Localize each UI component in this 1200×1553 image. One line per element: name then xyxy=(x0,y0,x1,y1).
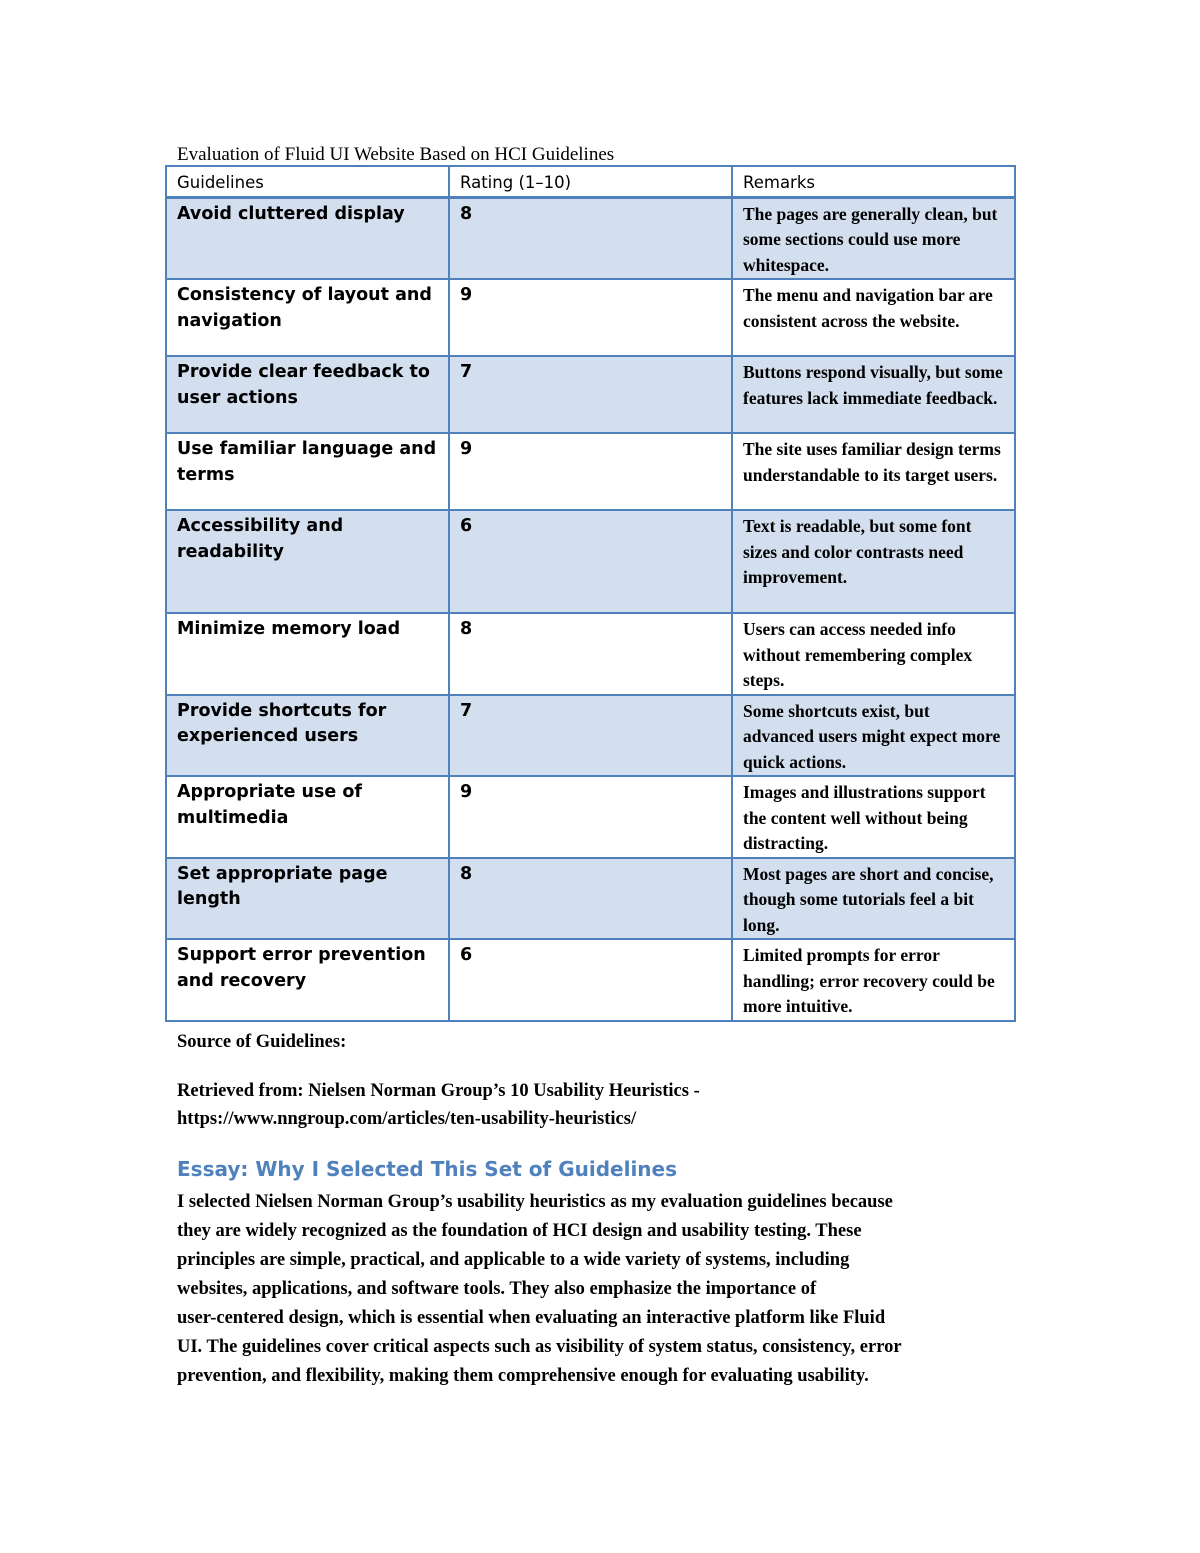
guideline-cell: Provide clear feedback to user actions xyxy=(166,356,449,433)
remark-cell: Text is readable, but some font sizes and color contrasts need improvement. xyxy=(732,510,1015,613)
essay-body xyxy=(177,1188,1022,1391)
header-rating: Rating (1–10) xyxy=(449,166,732,197)
citation-text: Retrieved from: Nielsen Norman Group’s 10 Usability Heuristics - xyxy=(177,1081,700,1101)
rating-cell: 7 xyxy=(449,695,732,777)
remark-cell: The pages are generally clean, but some sections could use more whitespace. xyxy=(732,197,1015,279)
essay-line: I selected Nielsen Norman Group’s usability heuristics as my evaluation guidelines because xyxy=(177,1192,893,1212)
remark-cell: The site uses familiar design terms understandable to its target users. xyxy=(732,433,1015,510)
guideline-cell: Minimize memory load xyxy=(166,613,449,695)
remark-cell: The menu and navigation bar are consistent across the website. xyxy=(732,279,1015,356)
remark-cell: Some shortcuts exist, but advanced users might expect more quick actions. xyxy=(732,695,1015,777)
essay-line: websites, applications, and software tools. They also emphasize the importance of xyxy=(177,1279,817,1299)
guideline-cell: Accessibility and readability xyxy=(166,510,449,613)
rating-cell: 9 xyxy=(449,279,732,356)
essay-line: user-centered design, which is essential when evaluating an interactive platform like Fluid xyxy=(177,1308,886,1328)
source-label: Source of Guidelines: xyxy=(177,1032,347,1052)
table-header-row xyxy=(166,166,1015,197)
guideline-cell: Appropriate use of multimedia xyxy=(166,776,449,858)
remark-cell: Buttons respond visually, but some features lack immediate feedback. xyxy=(732,356,1015,433)
document-title: Evaluation of Fluid UI Website Based on HCI Guidelines xyxy=(177,144,615,165)
remark-cell: Images and illustrations support the content well without being distracting. xyxy=(732,776,1015,858)
table-row xyxy=(166,613,1015,695)
table-row xyxy=(166,433,1015,510)
table-row xyxy=(166,695,1015,777)
table-row xyxy=(166,510,1015,613)
guideline-cell: Use familiar language and terms xyxy=(166,433,449,510)
guideline-cell: Consistency of layout and navigation xyxy=(166,279,449,356)
essay-line: UI. The guidelines cover critical aspects such as visibility of system status, consistency, error xyxy=(177,1337,902,1357)
table-row xyxy=(166,939,1015,1021)
header-remarks: Remarks xyxy=(732,166,1015,197)
rating-cell: 6 xyxy=(449,510,732,613)
guideline-cell: Avoid cluttered display xyxy=(166,197,449,279)
rating-cell: 8 xyxy=(449,613,732,695)
source-citation xyxy=(177,1077,700,1133)
remark-cell: Users can access needed info without remembering complex steps. xyxy=(732,613,1015,695)
evaluation-table xyxy=(165,165,1016,1022)
rating-cell: 9 xyxy=(449,433,732,510)
table-row xyxy=(166,356,1015,433)
rating-cell: 7 xyxy=(449,356,732,433)
essay-line: they are widely recognized as the foundation of HCI design and usability testing. These xyxy=(177,1221,862,1241)
table-row xyxy=(166,197,1015,279)
guideline-cell: Set appropriate page length xyxy=(166,858,449,940)
rating-cell: 6 xyxy=(449,939,732,1021)
rating-cell: 8 xyxy=(449,858,732,940)
table-row xyxy=(166,858,1015,940)
guideline-cell: Support error prevention and recovery xyxy=(166,939,449,1021)
citation-link[interactable]: https://www.nngroup.com/articles/ten-usability-heuristics/ xyxy=(177,1109,637,1129)
header-guidelines: Guidelines xyxy=(166,166,449,197)
rating-cell: 8 xyxy=(449,197,732,279)
rating-cell: 9 xyxy=(449,776,732,858)
table-row xyxy=(166,776,1015,858)
remark-cell: Limited prompts for error handling; error recovery could be more intuitive. xyxy=(732,939,1015,1021)
guideline-cell: Provide shortcuts for experienced users xyxy=(166,695,449,777)
table-row xyxy=(166,279,1015,356)
essay-line: prevention, and flexibility, making them comprehensive enough for evaluating usability. xyxy=(177,1366,869,1386)
remark-cell: Most pages are short and concise, though some tutorials feel a bit long. xyxy=(732,858,1015,940)
essay-heading: Essay: Why I Selected This Set of Guidelines xyxy=(177,1157,678,1181)
essay-line: principles are simple, practical, and applicable to a wide variety of systems, including xyxy=(177,1250,850,1270)
